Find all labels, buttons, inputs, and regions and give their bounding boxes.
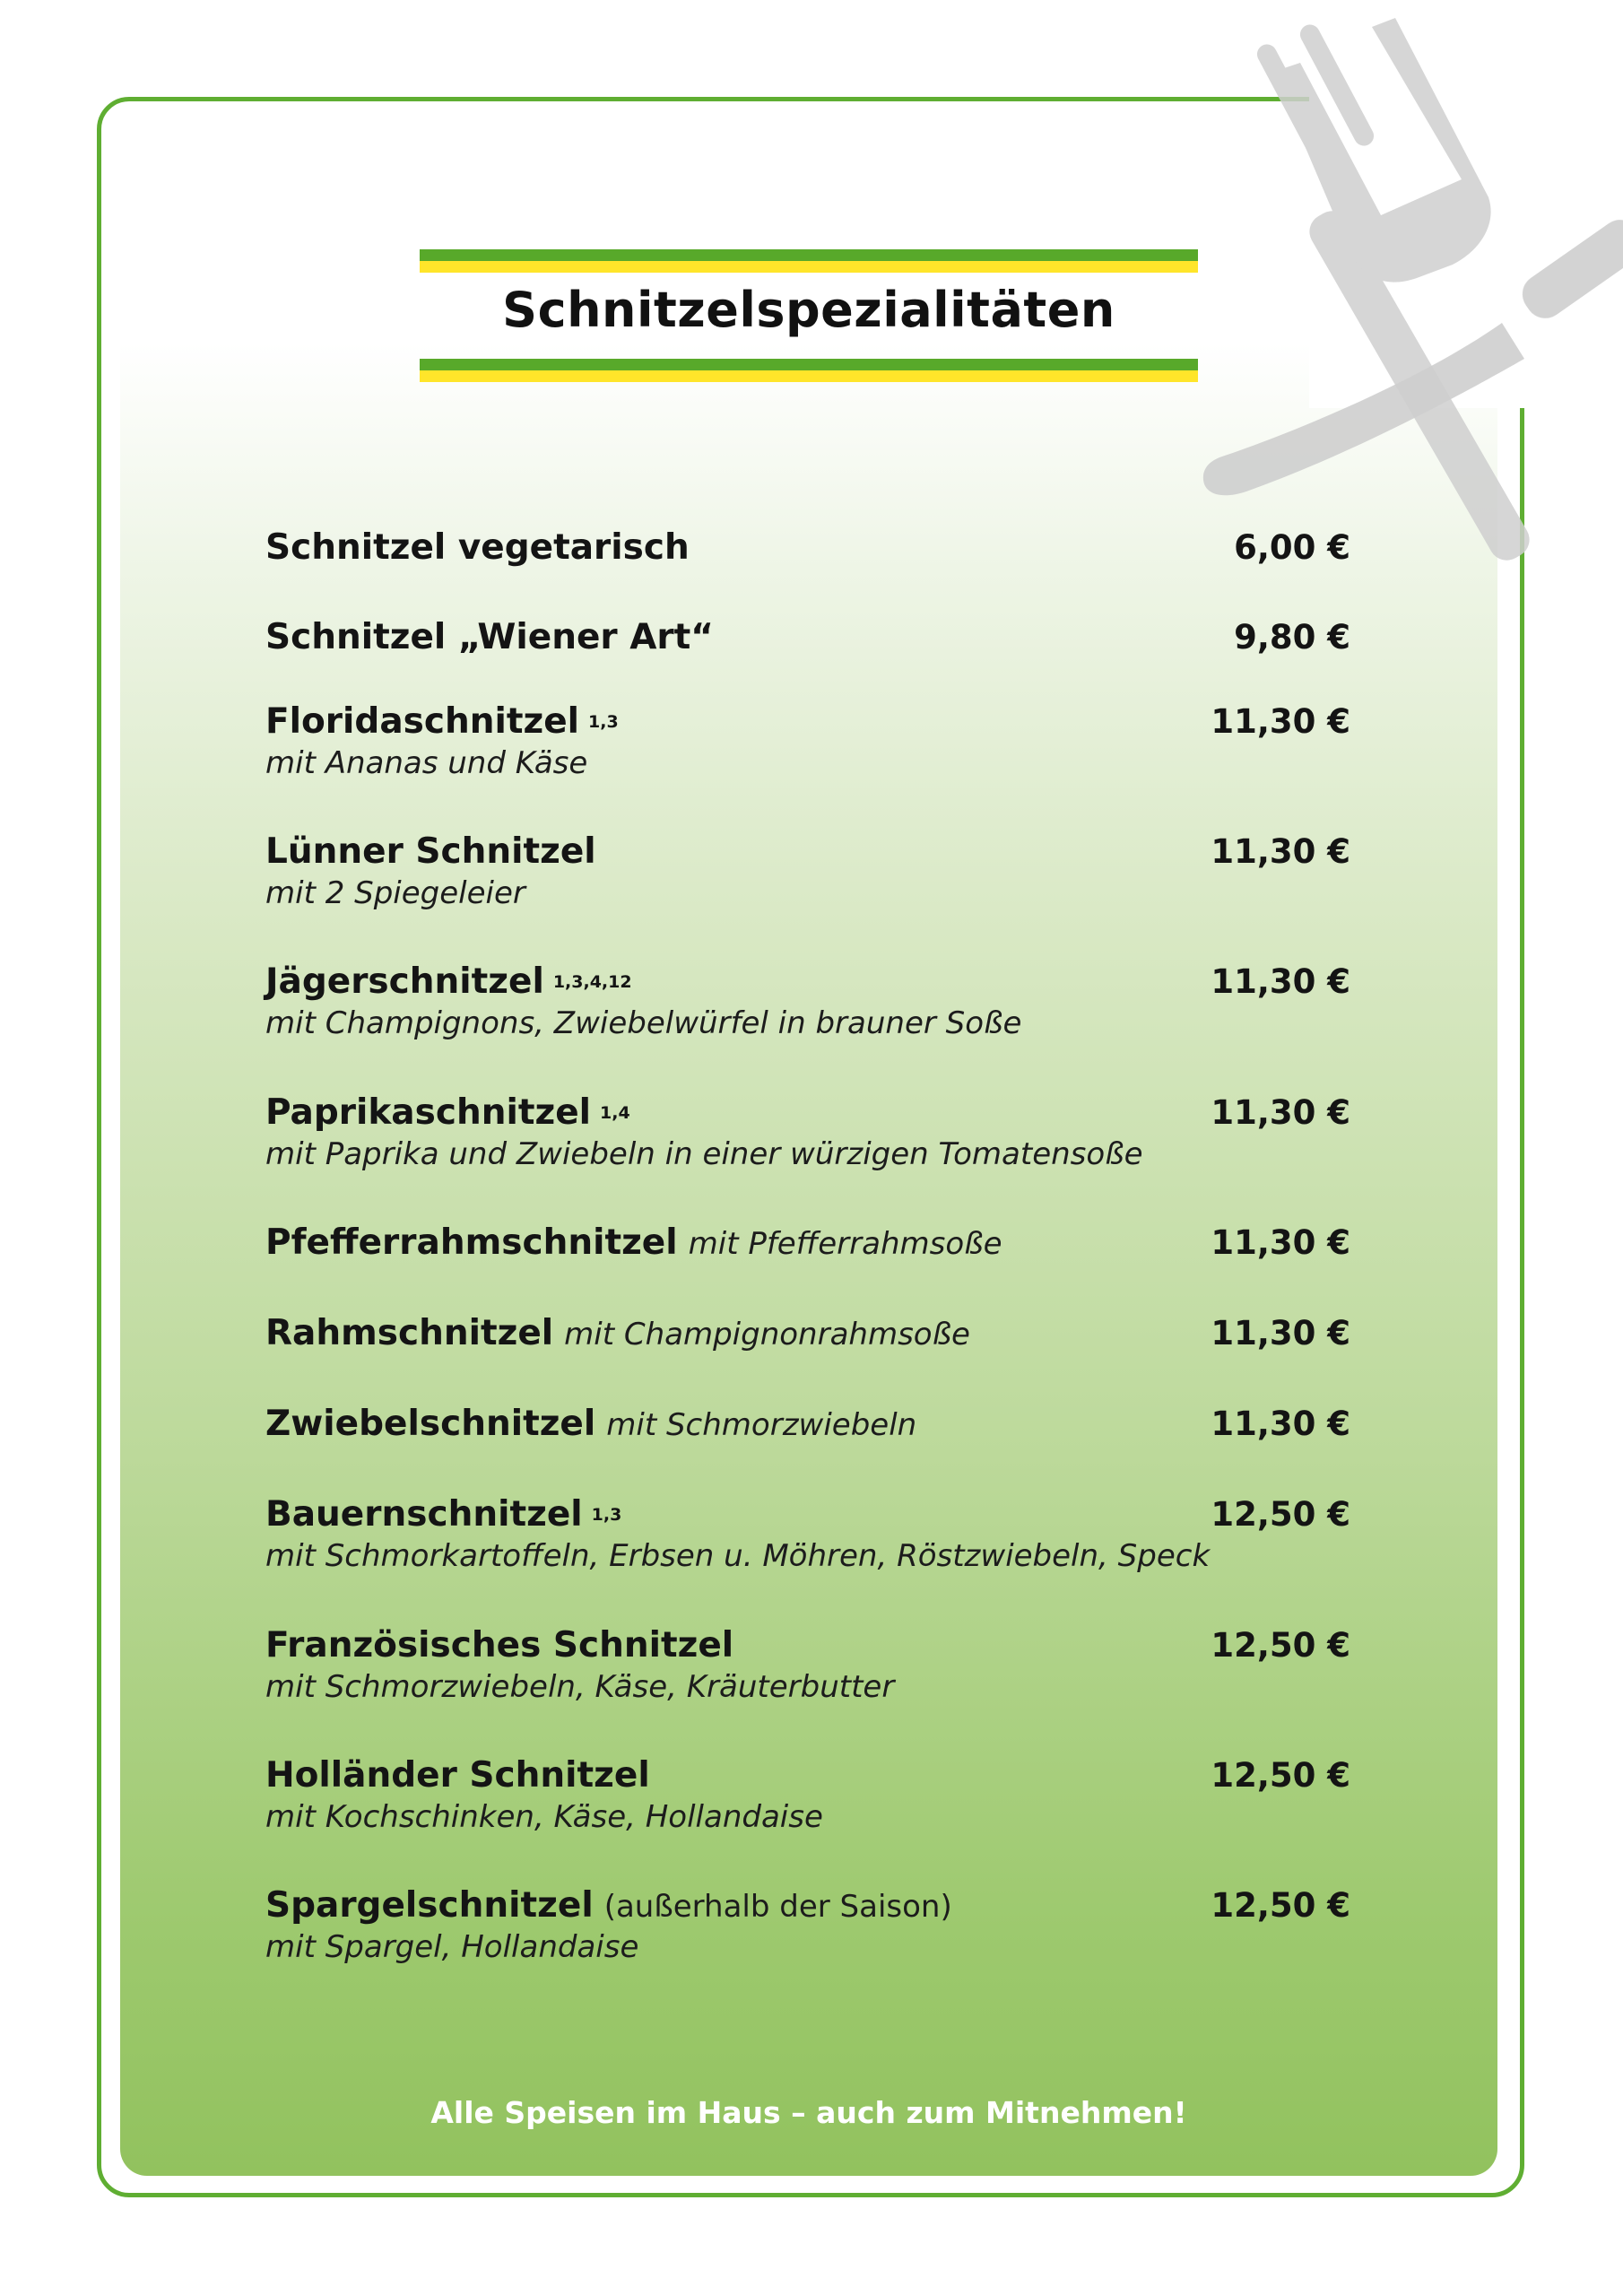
menu-item-price: 11,30 € [1211, 1405, 1350, 1443]
menu-item [265, 701, 1350, 780]
menu-item-name [265, 1404, 916, 1444]
menu-item-title: Floridaschnitzel [265, 701, 580, 742]
menu-item-inline-description: mit Champignonrahmsoße [564, 1317, 970, 1352]
allergen-codes: 1,3 [588, 712, 619, 732]
allergen-codes: 1,3 [591, 1505, 622, 1525]
menu-item-name [265, 1625, 733, 1665]
menu-item-title: Paprikaschnitzel [265, 1092, 592, 1133]
menu-item [265, 961, 1350, 1040]
footer-note: Alle Speisen im Haus – auch zum Mitnehmen! [430, 2095, 1187, 2130]
menu-item-price: 11,30 € [1211, 702, 1350, 741]
menu-item-name [265, 527, 690, 568]
stripe-green-bottom [420, 359, 1198, 370]
menu-item-note: (außerhalb der Saison) [603, 1889, 952, 1925]
menu-item-title: Schnitzel „Wiener Art“ [265, 617, 714, 657]
menu-item-name [265, 831, 596, 872]
menu-item-name [265, 617, 714, 657]
menu-item [265, 527, 1350, 578]
menu-item-price: 12,50 € [1211, 1626, 1350, 1665]
menu-item-price: 12,50 € [1211, 1495, 1350, 1534]
menu-item-inline-description: mit Schmorzwiebeln [606, 1407, 917, 1443]
menu-item-title: Lünner Schnitzel [265, 831, 596, 872]
menu-item-price: 11,30 € [1211, 962, 1350, 1001]
menu-item-title: Spargelschnitzel [265, 1885, 594, 1926]
menu-item-description: mit Paprika und Zwiebeln in einer würzigen Tomatensoße [265, 1136, 1143, 1172]
menu-item-row [265, 617, 1350, 667]
stripe-green-top [420, 249, 1198, 261]
menu-item-title: Rahmschnitzel [265, 1313, 554, 1353]
allergen-codes: 1,4 [600, 1103, 630, 1123]
menu-item-title: Zwiebelschnitzel [265, 1404, 596, 1444]
menu-item [265, 617, 1350, 667]
menu-item [265, 1092, 1350, 1171]
menu-item-price: 12,50 € [1211, 1756, 1350, 1795]
menu-item [265, 1404, 1350, 1454]
menu-item-row [265, 1494, 1350, 1544]
stripe-yellow-bottom [420, 370, 1198, 382]
menu-item-price: 9,80 € [1234, 618, 1350, 657]
menu-item-row [265, 1313, 1350, 1363]
stripe-yellow-top [420, 261, 1198, 273]
menu-item-name [265, 1494, 621, 1535]
menu-item-name [265, 961, 632, 1002]
menu-item [265, 831, 1350, 910]
menu-item-price: 11,30 € [1211, 1093, 1350, 1132]
menu-item-title: Schnitzel vegetarisch [265, 527, 690, 568]
menu-item-price: 11,30 € [1211, 832, 1350, 871]
menu-item-name [265, 1755, 650, 1796]
menu-item-price: 12,50 € [1211, 1886, 1350, 1925]
fork-icon [1254, 18, 1536, 567]
menu-item-row [265, 1885, 1350, 1935]
menu-item-description: mit 2 Spiegeleier [265, 875, 525, 911]
menu-item-name [265, 701, 619, 742]
menu-item-description: mit Kochschinken, Käse, Hollandaise [265, 1799, 823, 1835]
menu-item-description: mit Schmorzwiebeln, Käse, Kräuterbutter [265, 1669, 895, 1705]
menu-item-description: mit Schmorkartoffeln, Erbsen u. Möhren, Röstzwiebeln, Speck [265, 1538, 1211, 1574]
title-banner [420, 249, 1198, 382]
menu-item-price: 6,00 € [1234, 528, 1350, 567]
menu-item-title: Holländer Schnitzel [265, 1755, 650, 1796]
menu-item-title: Pfefferrahmschnitzel [265, 1222, 678, 1263]
menu-item-row [265, 1092, 1350, 1143]
menu-item-title: Jägerschnitzel [265, 961, 544, 1002]
menu-item-row [265, 1625, 1350, 1675]
menu-item-row [265, 831, 1350, 882]
menu-item-title: Bauernschnitzel [265, 1494, 583, 1535]
menu-item [265, 1625, 1350, 1704]
menu-item-title: Französisches Schnitzel [265, 1625, 734, 1665]
menu-item-row [265, 1404, 1350, 1454]
menu-item [265, 1755, 1350, 1834]
menu-item-price: 11,30 € [1211, 1314, 1350, 1352]
menu-item-description: mit Spargel, Hollandaise [265, 1929, 639, 1965]
menu-item [265, 1222, 1350, 1273]
menu-item-inline-description: mit Pfefferrahmsoße [688, 1226, 1002, 1262]
menu-item-name [265, 1092, 630, 1133]
menu-item [265, 1494, 1350, 1573]
menu-item-description: mit Champignons, Zwiebelwürfel in brauner Soße [265, 1005, 1022, 1041]
menu-item-name [265, 1885, 952, 1926]
menu-item [265, 1313, 1350, 1363]
menu-item-name [265, 1222, 1002, 1263]
menu-item-row [265, 701, 1350, 752]
page-title: Schnitzelspezialitäten [502, 282, 1115, 338]
menu-item-row [265, 1755, 1350, 1805]
menu-item-row [265, 961, 1350, 1012]
cutlery-decoration [1193, 9, 1623, 583]
menu-item-price: 11,30 € [1211, 1223, 1350, 1262]
menu-item-row [265, 527, 1350, 578]
menu-item-name [265, 1313, 970, 1353]
menu-item-row [265, 1222, 1350, 1273]
allergen-codes: 1,3,4,12 [552, 972, 632, 992]
menu-item [265, 1885, 1350, 1964]
menu-item-description: mit Ananas und Käse [265, 745, 588, 781]
